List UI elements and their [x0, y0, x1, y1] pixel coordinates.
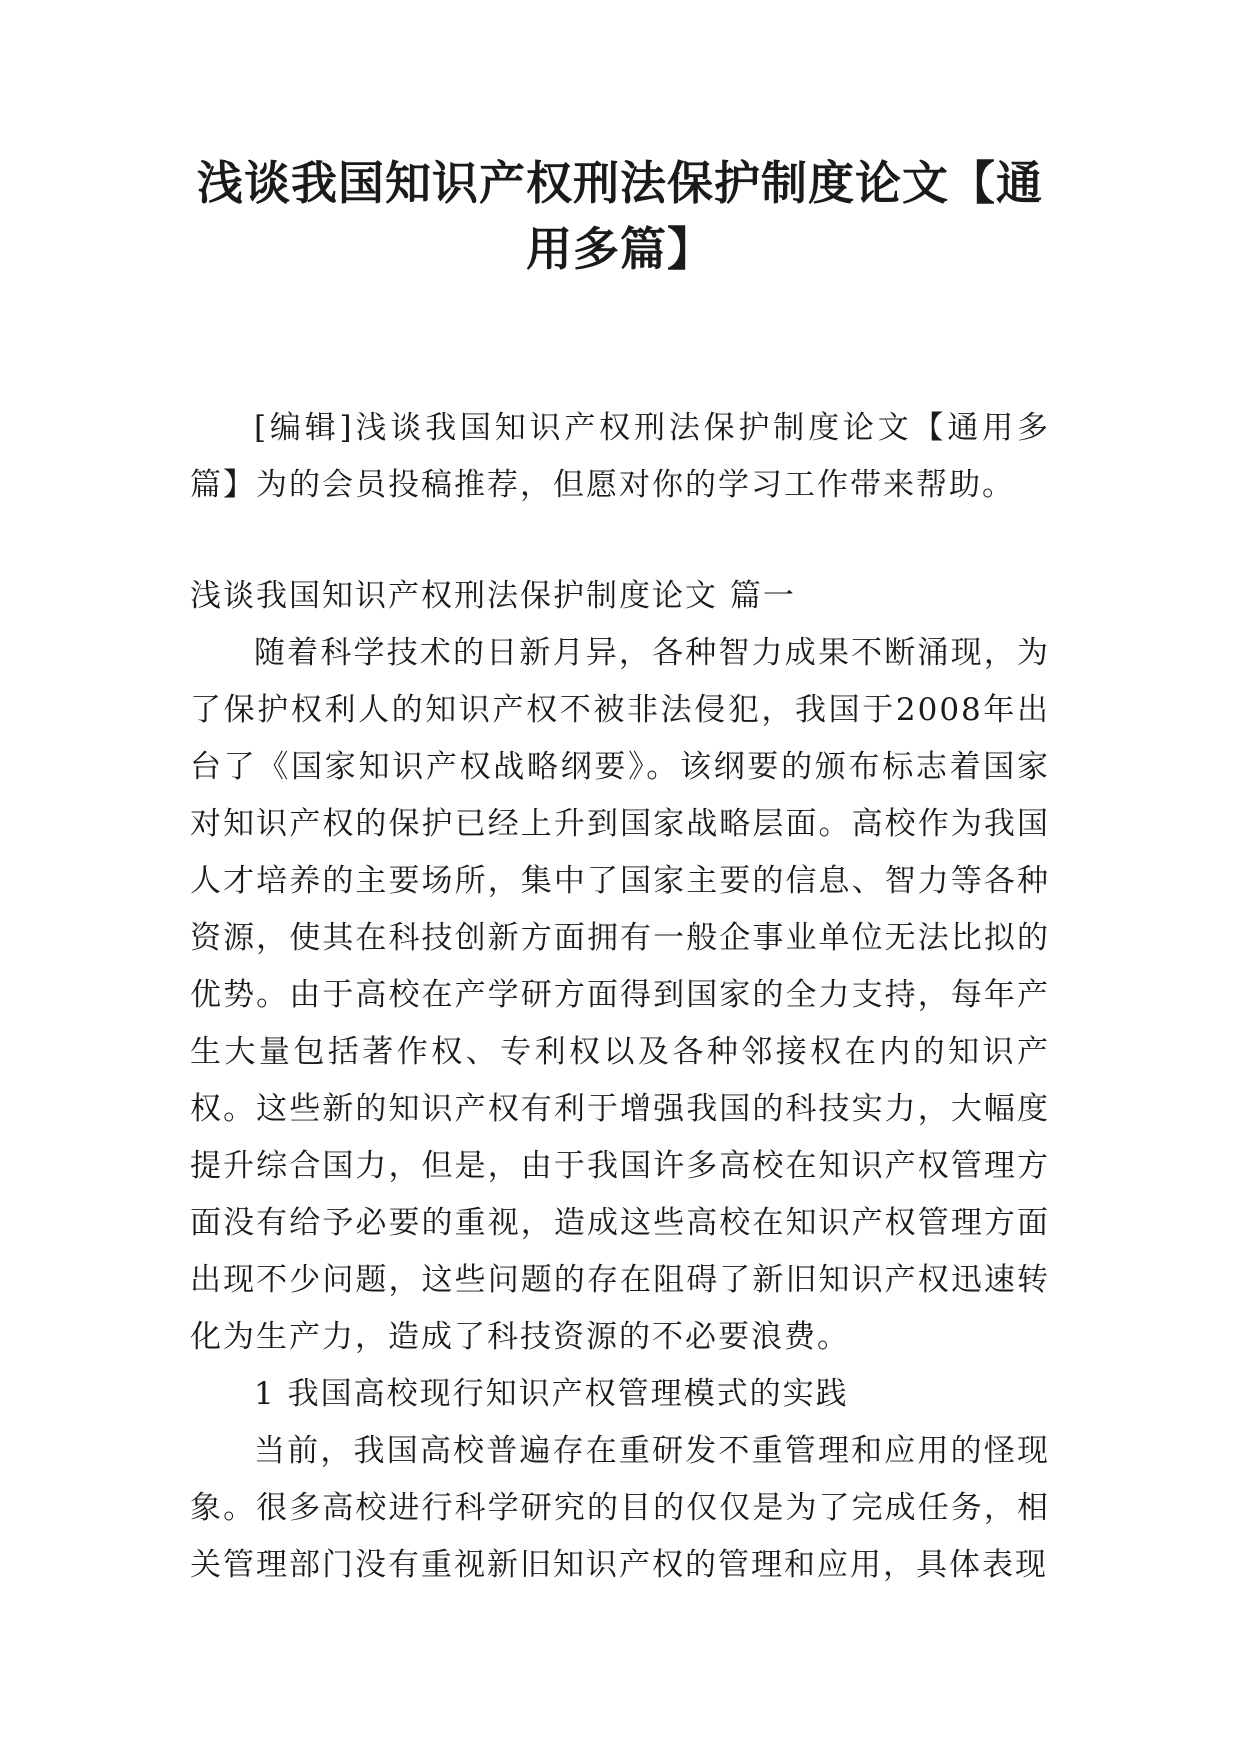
document-title: 浅谈我国知识产权刑法保护制度论文【通用多篇】 — [197, 156, 1043, 276]
section-heading: 浅谈我国知识产权刑法保护制度论文 篇一 — [190, 578, 796, 614]
body-paragraph-2: 当前，我国高校普遍存在重研发不重管理和应用的怪现象。很多高校进行科学研究的目的仅仅是为了完成任务，相关管理部门没有重视新旧知识产权的管理和应用，具体表现 — [190, 1433, 1050, 1583]
sub-heading: 1 我国高校现行知识产权管理模式的实践 — [254, 1376, 849, 1412]
intro-paragraph: [编辑]浅谈我国知识产权刑法保护制度论文【通用多篇】为的会员投稿推荐，但愿对你的学习工作带来帮助。 — [190, 410, 1050, 503]
body-paragraph-1: 随着科学技术的日新月异，各种智力成果不断涌现，为了保护权利人的知识产权不被非法侵犯，我国于2008年出台了《国家知识产权战略纲要》。该纲要的颁布标志着国家对知识产权的保护已经上升到国家战略层面。高校作为我国人才培养的主要场所，集中了国家主要的信息、智力等各种资源，使其在科技创新方面拥有一般企事业单位无法比拟的优势。由于高校在产学研方面得到国家的全力支持，每年产生大量包括著作权、专利权以及各种邻接权在内的知识产权。这些新的知识产权有利于增强我国的科技实力，大幅度提升综合国力，但是，由于我国许多高校在知识产权管理方面没有给予必要的重视，造成这些高校在知识产权管理方面出现不少问题，这些问题的存在阻碍了新旧知识产权迅速转化为生产力，造成了科技资源的不必要浪费。 — [190, 635, 1050, 1355]
document-page — [190, 150, 1050, 1594]
